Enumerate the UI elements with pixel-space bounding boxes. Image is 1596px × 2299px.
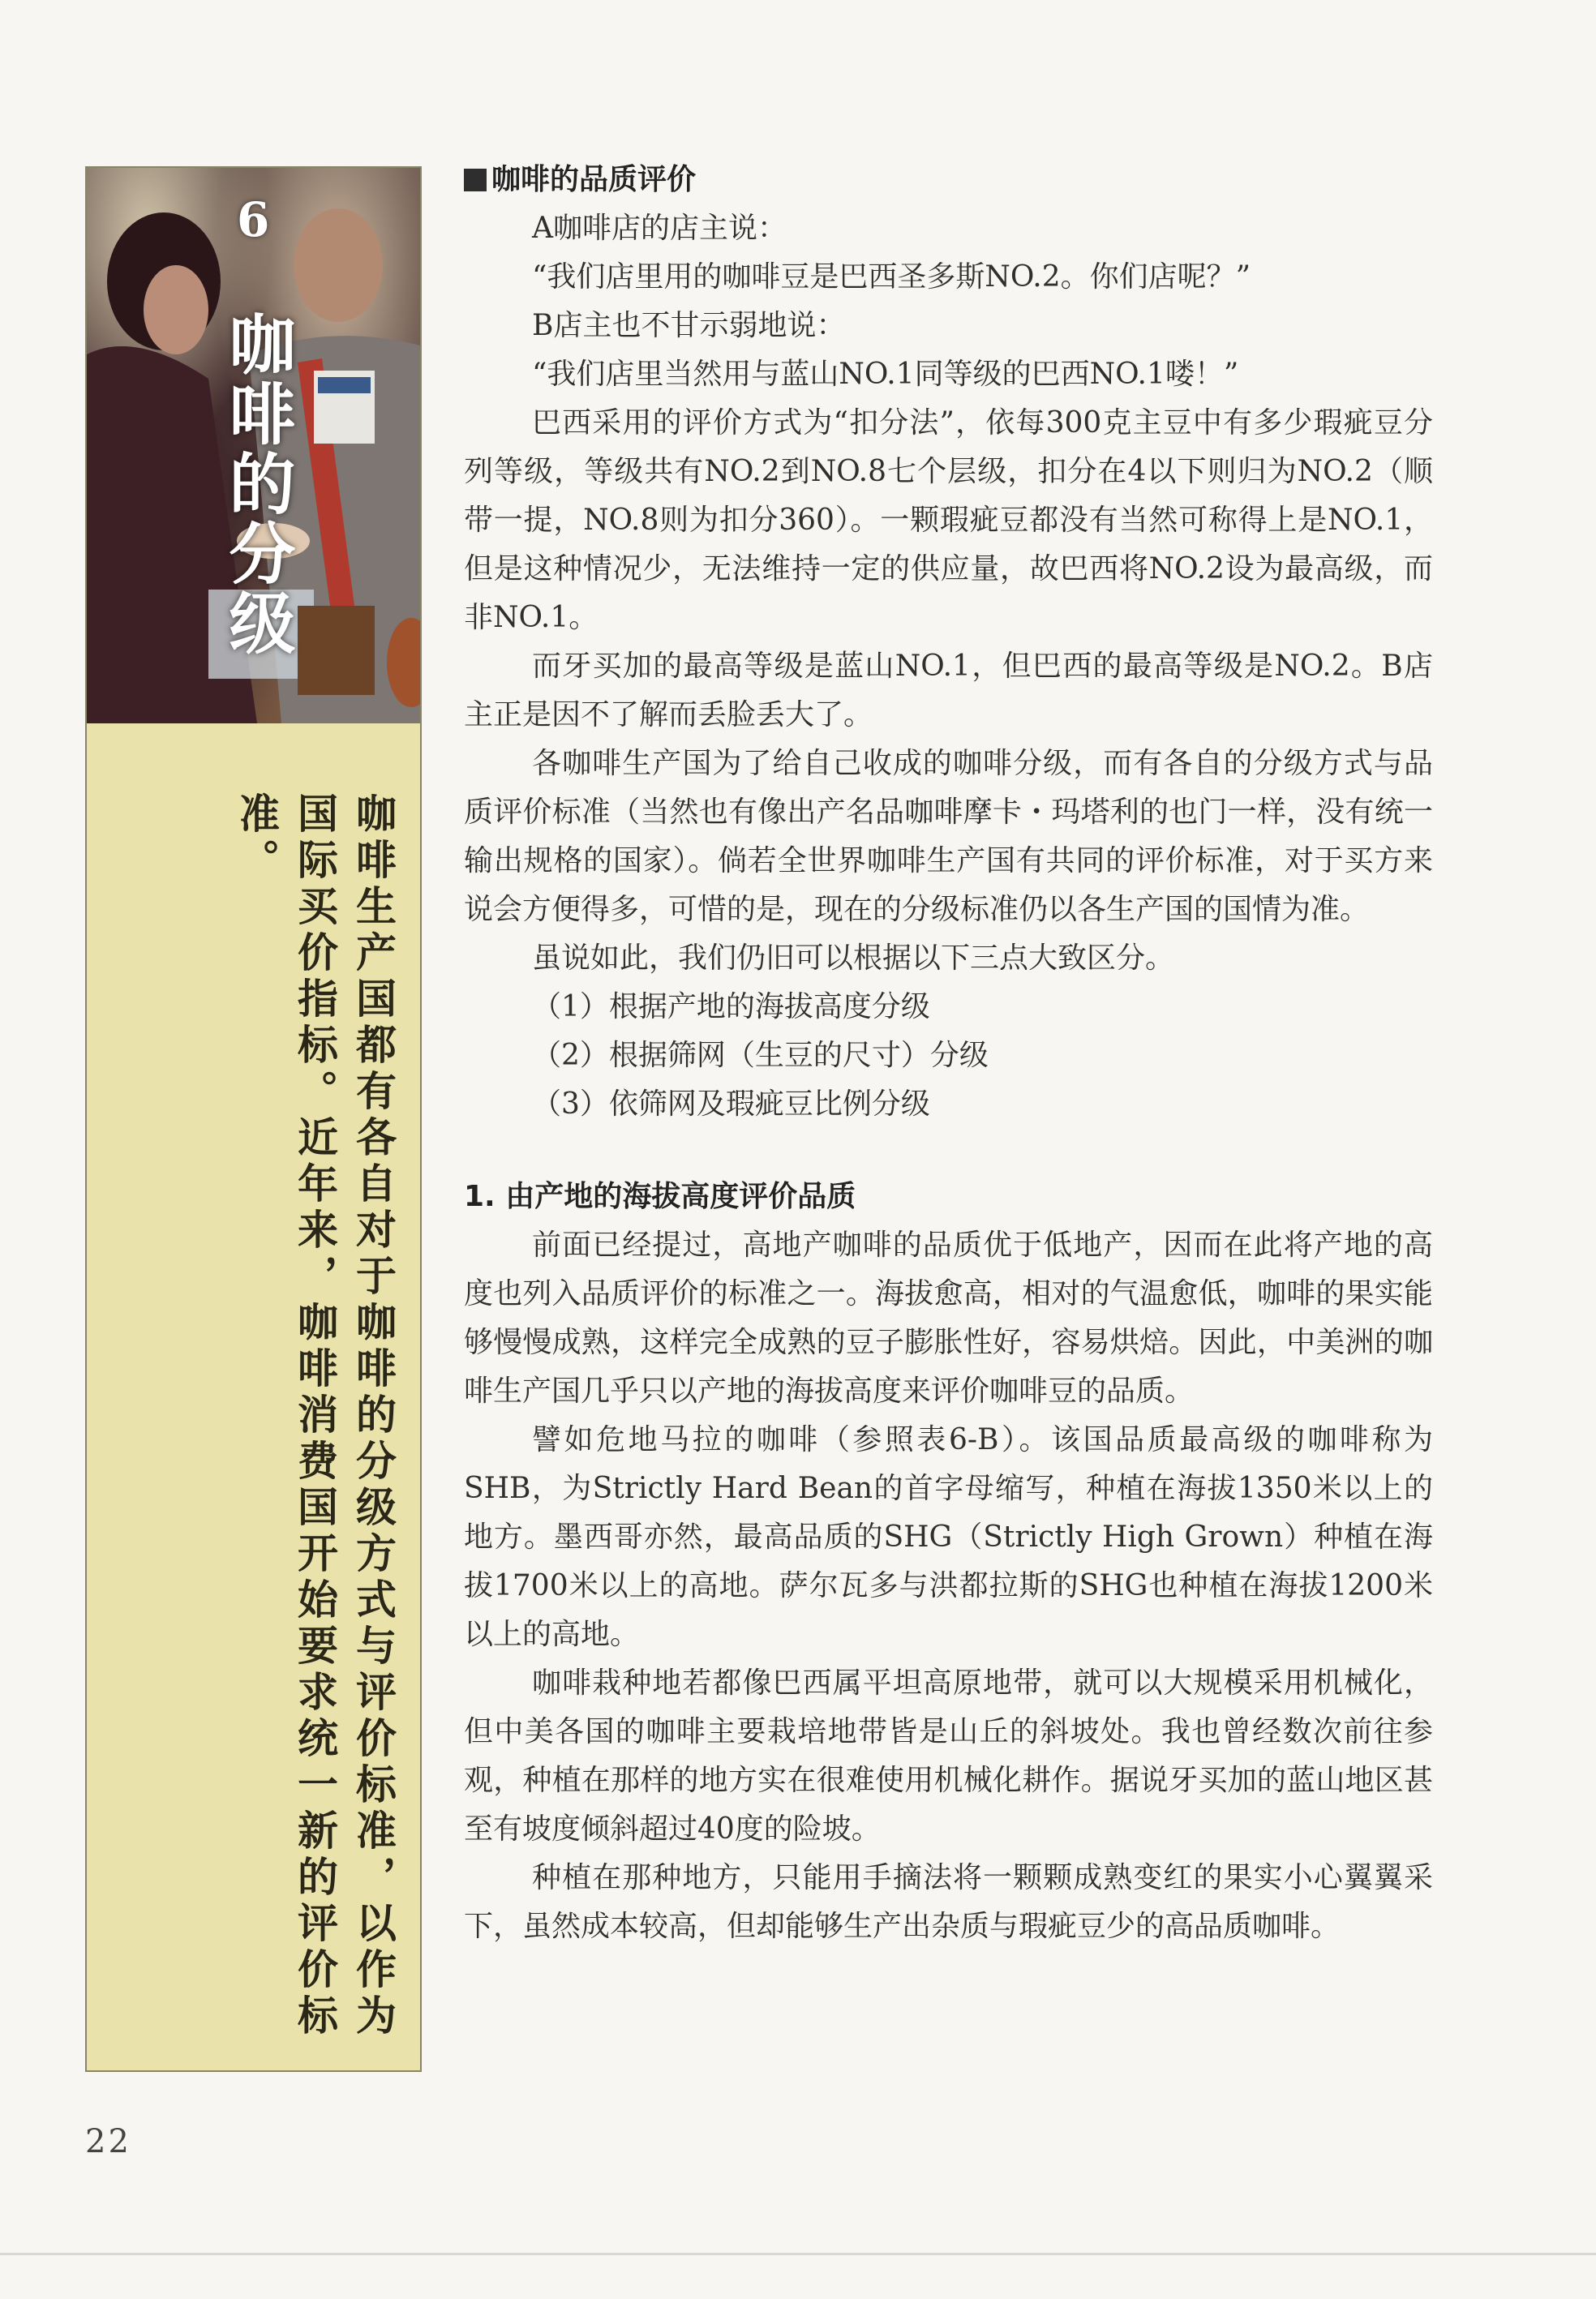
paragraph: “我们店里用的咖啡豆是巴西圣多斯NO.2。你们店呢？” [532,260,1251,294]
paragraph: 虽说如此，我们仍旧可以根据以下三点大致区分。 [532,941,1175,975]
chapter-sidebar [85,166,422,2072]
main-content [464,156,1433,1951]
paragraph: 前面已经提过，高地产咖啡的品质优于低地产，因而在此将产地的高度也列入品质评价的标准之一。海拔愈高，相对的气温愈低，咖啡的果实能够慢慢成熟，这样完全成熟的豆子膨胀性好，容易烘焙。因此，中美洲的咖啡生产国几乎只以产地的海拔高度来评价咖啡豆的品质。 [464,1229,1433,1408]
paragraph: B店主也不甘示弱地说： [532,309,846,342]
section-heading [464,156,1433,204]
square-bullet-icon [464,169,487,191]
section-heading-text: 咖啡的品质评价 [491,163,697,196]
list-item: （2）根据筛网（生豆的尺寸）分级 [532,1039,989,1072]
paragraph: A咖啡店的店主说： [532,212,787,245]
list-item: （1）根据产地的海拔高度分级 [532,990,930,1023]
paragraph: 巴西采用的评价方式为“扣分法”，依每300克主豆中有多少瑕疵豆分列等级，等级共有NO.2到NO.8七个层级，扣分在4以下则归为NO.2（顺带一提，NO.8则为扣分360）。一颗瑕疵豆都没有当然可称得上是NO.1，但是这种情况少，无法维持一定的供应量，故巴西将NO.2设为最高级，而非NO.1。 [464,406,1433,634]
paragraph: 种植在那种地方，只能用手摘法将一颗颗成熟变红的果实小心翼翼采下，虽然成本较高，但却能够生产出杂质与瑕疵豆少的高品质咖啡。 [464,1861,1433,1943]
page-divider [0,2253,1596,2255]
paragraph: 各咖啡生产国为了给自己收成的咖啡分级，而有各自的分级方式与品质评价标准（当然也有像出产名品咖啡摩卡・玛塔利的也门一样，没有统一输出规格的国家）。倘若全世界咖啡生产国有共同的评价标准，对于买方来说会方便得多，可惜的是，现在的分级标准仍以各生产国的国情为准。 [464,747,1433,926]
list-item: （3）依筛网及瑕疵豆比例分级 [532,1087,930,1121]
page-number: 22 [85,2123,131,2160]
paragraph: 而牙买加的最高等级是蓝山NO.1，但巴西的最高等级是NO.2。B店主正是因不了解而丢脸丢大了。 [464,650,1433,731]
paragraph: “我们店里当然用与蓝山NO.1同等级的巴西NO.1喽！” [532,358,1239,391]
chapter-number: 6 [237,192,270,247]
subsection-heading: 1. 由产地的海拔高度评价品质 [464,1180,856,1213]
chapter-intro-text: 咖啡生产国都有各自对于咖啡的分级方式与评价标准，以作为国际买价指标。近年来，咖啡消费国开始要求统一新的评价标准。 [233,792,397,2040]
paragraph: 咖啡栽种地若都像巴西属平坦高原地带，就可以大规模采用机械化，但中美各国的咖啡主要栽培地带皆是山丘的斜坡处。我也曾经数次前往参观，种植在那样的地方实在很难使用机械化耕作。据说牙买加的蓝山地区甚至有坡度倾斜超过40度的险坡。 [464,1666,1433,1846]
paragraph: 譬如危地马拉的咖啡（参照表6-B）。该国品质最高级的咖啡称为SHB，为Strictly Hard Bean的首字母缩写，种植在海拔1350米以上的地方。墨西哥亦然，最高品质的SHG（Strictly High Grown）种植在海拔1700米以上的高地。萨尔瓦多与洪都拉斯的SHG也种植在海拔1200米以上的高地。 [464,1423,1433,1651]
chapter-title: 咖啡的分级 [218,310,295,658]
chapter-photo [87,168,420,723]
